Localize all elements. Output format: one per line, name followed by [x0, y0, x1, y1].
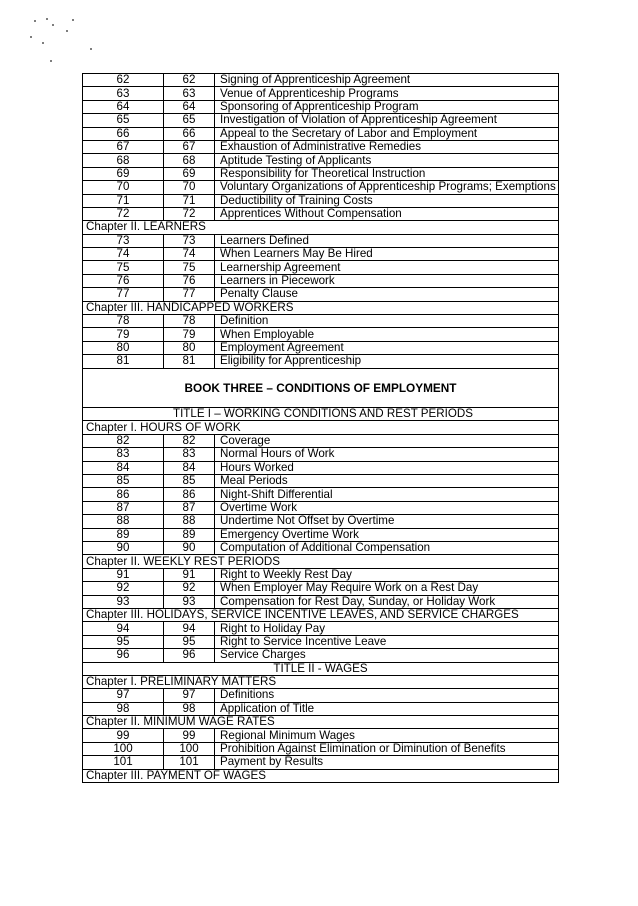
table-row [83, 127, 559, 140]
renumbered-article: 99 [164, 729, 215, 742]
table-row [83, 568, 559, 581]
article-number: 86 [83, 488, 164, 501]
table-row [83, 355, 559, 368]
table-row [83, 234, 559, 247]
article-number: 97 [83, 689, 164, 702]
article-title: Emergency Overtime Work [215, 528, 559, 541]
book-heading: BOOK THREE – CONDITIONS OF EMPLOYMENT [83, 368, 559, 408]
article-title: Service Charges [215, 649, 559, 662]
article-number: 79 [83, 328, 164, 341]
renumbered-article: 96 [164, 649, 215, 662]
article-number: 68 [83, 154, 164, 167]
article-title: Computation of Additional Compensation [215, 542, 559, 555]
renumbered-article: 68 [164, 154, 215, 167]
article-title: Hours Worked [215, 461, 559, 474]
article-number: 70 [83, 181, 164, 194]
article-title: Employment Agreement [215, 341, 559, 354]
article-title: Application of Title [215, 702, 559, 715]
article-title: Venue of Apprenticeship Programs [215, 87, 559, 100]
chapter-heading: Chapter II. LEARNERS [83, 221, 559, 234]
book-row [83, 368, 559, 408]
table-row [83, 488, 559, 501]
table-row [83, 756, 559, 769]
article-number: 66 [83, 127, 164, 140]
renumbered-article: 74 [164, 248, 215, 261]
article-number: 100 [83, 742, 164, 755]
chapter-heading: Chapter III. HANDICAPPED WORKERS [83, 301, 559, 314]
article-number: 82 [83, 434, 164, 447]
article-title: When Employer May Require Work on a Rest Day [215, 582, 559, 595]
article-title: Learners Defined [215, 234, 559, 247]
article-number: 77 [83, 288, 164, 301]
table-row [83, 475, 559, 488]
article-number: 85 [83, 475, 164, 488]
table-row [83, 341, 559, 354]
chapter-row [83, 716, 559, 729]
article-number: 75 [83, 261, 164, 274]
renumbered-article: 92 [164, 582, 215, 595]
table-row [83, 448, 559, 461]
chapter-heading: Chapter I. HOURS OF WORK [83, 421, 559, 434]
table-row [83, 248, 559, 261]
chapter-heading: Chapter II. WEEKLY REST PERIODS [83, 555, 559, 568]
renumbered-article: 81 [164, 355, 215, 368]
table-row [83, 461, 559, 474]
article-number: 73 [83, 234, 164, 247]
title-heading: TITLE II - WAGES [83, 662, 559, 675]
renumbered-article: 69 [164, 167, 215, 180]
article-number: 87 [83, 501, 164, 514]
article-title: Deductibility of Training Costs [215, 194, 559, 207]
renumbered-article: 82 [164, 434, 215, 447]
article-number: 83 [83, 448, 164, 461]
article-title: Night-Shift Differential [215, 488, 559, 501]
article-number: 67 [83, 140, 164, 153]
table-row [83, 288, 559, 301]
chapter-row [83, 221, 559, 234]
table-of-contents [82, 73, 559, 783]
article-number: 94 [83, 622, 164, 635]
article-title: Sponsoring of Apprenticeship Program [215, 100, 559, 113]
renumbered-article: 100 [164, 742, 215, 755]
renumbered-article: 67 [164, 140, 215, 153]
chapter-row [83, 421, 559, 434]
renumbered-article: 75 [164, 261, 215, 274]
table-row [83, 582, 559, 595]
renumbered-article: 71 [164, 194, 215, 207]
article-title: Appeal to the Secretary of Labor and Employment [215, 127, 559, 140]
article-title: Undertime Not Offset by Overtime [215, 515, 559, 528]
renumbered-article: 76 [164, 274, 215, 287]
article-title: Investigation of Violation of Apprenticeship Agreement [215, 114, 559, 127]
article-number: 74 [83, 248, 164, 261]
table-row [83, 154, 559, 167]
article-title: Prohibition Against Elimination or Diminution of Benefits [215, 742, 559, 755]
article-title: Aptitude Testing of Applicants [215, 154, 559, 167]
article-title: Definition [215, 315, 559, 328]
article-number: 63 [83, 87, 164, 100]
renumbered-article: 97 [164, 689, 215, 702]
article-number: 92 [83, 582, 164, 595]
table-row [83, 167, 559, 180]
renumbered-article: 90 [164, 542, 215, 555]
table-row [83, 622, 559, 635]
article-title: When Learners May Be Hired [215, 248, 559, 261]
renumbered-article: 94 [164, 622, 215, 635]
article-title: Meal Periods [215, 475, 559, 488]
renumbered-article: 62 [164, 74, 215, 87]
article-number: 101 [83, 756, 164, 769]
table-row [83, 114, 559, 127]
article-number: 99 [83, 729, 164, 742]
article-title: Responsibility for Theoretical Instruction [215, 167, 559, 180]
chapter-row [83, 675, 559, 688]
article-number: 88 [83, 515, 164, 528]
article-title: Compensation for Rest Day, Sunday, or Holiday Work [215, 595, 559, 608]
table-row [83, 542, 559, 555]
article-number: 95 [83, 635, 164, 648]
chapter-row [83, 555, 559, 568]
title-row [83, 408, 559, 421]
article-number: 71 [83, 194, 164, 207]
table-row [83, 274, 559, 287]
article-number: 93 [83, 595, 164, 608]
renumbered-article: 86 [164, 488, 215, 501]
article-title: Apprentices Without Compensation [215, 207, 559, 220]
article-title: Learners in Piecework [215, 274, 559, 287]
renumbered-article: 79 [164, 328, 215, 341]
article-title: Learnership Agreement [215, 261, 559, 274]
table-row [83, 194, 559, 207]
article-number: 81 [83, 355, 164, 368]
article-number: 69 [83, 167, 164, 180]
renumbered-article: 83 [164, 448, 215, 461]
article-title: Exhaustion of Administrative Remedies [215, 140, 559, 153]
table-row [83, 315, 559, 328]
article-number: 78 [83, 315, 164, 328]
article-title: When Employable [215, 328, 559, 341]
article-number: 62 [83, 74, 164, 87]
article-number: 76 [83, 274, 164, 287]
renumbered-article: 80 [164, 341, 215, 354]
chapter-heading: Chapter III. HOLIDAYS, SERVICE INCENTIVE LEAVES, AND SERVICE CHARGES [83, 608, 559, 621]
renumbered-article: 89 [164, 528, 215, 541]
table-row [83, 261, 559, 274]
renumbered-article: 93 [164, 595, 215, 608]
renumbered-article: 95 [164, 635, 215, 648]
table-row [83, 74, 559, 87]
scan-specks [28, 14, 108, 69]
table-row [83, 140, 559, 153]
table-row [83, 729, 559, 742]
renumbered-article: 64 [164, 100, 215, 113]
table-row [83, 649, 559, 662]
article-title: Penalty Clause [215, 288, 559, 301]
title-row [83, 662, 559, 675]
renumbered-article: 98 [164, 702, 215, 715]
table-row [83, 434, 559, 447]
table-row [83, 689, 559, 702]
article-number: 98 [83, 702, 164, 715]
chapter-row [83, 301, 559, 314]
article-title: Coverage [215, 434, 559, 447]
table-row [83, 742, 559, 755]
article-title: Normal Hours of Work [215, 448, 559, 461]
chapter-heading: Chapter I. PRELIMINARY MATTERS [83, 675, 559, 688]
chapter-heading: Chapter III. PAYMENT OF WAGES [83, 769, 559, 782]
article-number: 84 [83, 461, 164, 474]
article-number: 90 [83, 542, 164, 555]
chapter-heading: Chapter II. MINIMUM WAGE RATES [83, 716, 559, 729]
article-title: Overtime Work [215, 501, 559, 514]
article-number: 72 [83, 207, 164, 220]
table-row [83, 702, 559, 715]
article-number: 91 [83, 568, 164, 581]
renumbered-article: 77 [164, 288, 215, 301]
renumbered-article: 101 [164, 756, 215, 769]
table-row [83, 87, 559, 100]
renumbered-article: 91 [164, 568, 215, 581]
renumbered-article: 73 [164, 234, 215, 247]
renumbered-article: 72 [164, 207, 215, 220]
table-row [83, 501, 559, 514]
renumbered-article: 66 [164, 127, 215, 140]
table-row [83, 515, 559, 528]
table-row [83, 595, 559, 608]
article-title: Signing of Apprenticeship Agreement [215, 74, 559, 87]
article-number: 80 [83, 341, 164, 354]
table-row [83, 100, 559, 113]
renumbered-article: 85 [164, 475, 215, 488]
renumbered-article: 84 [164, 461, 215, 474]
article-number: 64 [83, 100, 164, 113]
chapter-row [83, 769, 559, 782]
article-number: 89 [83, 528, 164, 541]
renumbered-article: 65 [164, 114, 215, 127]
renumbered-article: 78 [164, 315, 215, 328]
chapter-row [83, 608, 559, 621]
article-number: 96 [83, 649, 164, 662]
article-number: 65 [83, 114, 164, 127]
renumbered-article: 63 [164, 87, 215, 100]
article-title: Right to Holiday Pay [215, 622, 559, 635]
article-title: Right to Service Incentive Leave [215, 635, 559, 648]
renumbered-article: 87 [164, 501, 215, 514]
article-title: Voluntary Organizations of Apprenticeship Programs; Exemptions [215, 181, 559, 194]
table-row [83, 635, 559, 648]
table-row [83, 181, 559, 194]
table-row [83, 528, 559, 541]
table-row [83, 207, 559, 220]
renumbered-article: 70 [164, 181, 215, 194]
title-heading: TITLE I – WORKING CONDITIONS AND REST PERIODS [83, 408, 559, 421]
article-title: Right to Weekly Rest Day [215, 568, 559, 581]
table-row [83, 328, 559, 341]
article-title: Payment by Results [215, 756, 559, 769]
article-title: Definitions [215, 689, 559, 702]
article-title: Eligibility for Apprenticeship [215, 355, 559, 368]
renumbered-article: 88 [164, 515, 215, 528]
article-title: Regional Minimum Wages [215, 729, 559, 742]
